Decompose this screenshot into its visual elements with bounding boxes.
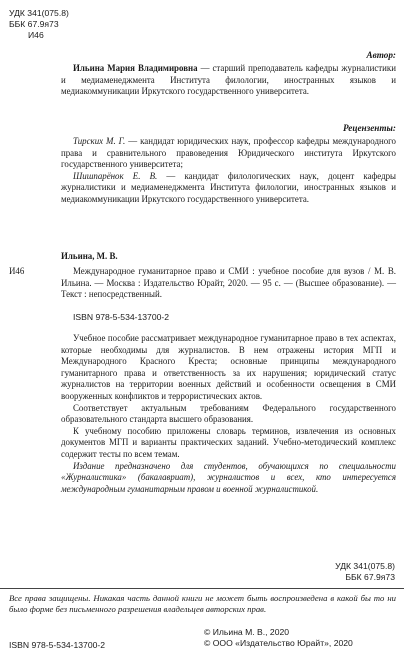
copyright-block [204, 627, 395, 649]
annotation-paragraph: К учебному пособию приложены словарь терминов, извлечения из основных документов МГП и варианты практических заданий. Учебно-методический комплекс содержит тесты по всем темам. [61, 425, 396, 459]
bbk-code: ББК 67.9я73 [9, 19, 59, 30]
entry-isbn: ISBN 978-5-534-13700-2 [73, 312, 170, 322]
copyright-author: © Ильина М. В., 2020 [204, 627, 290, 637]
reviewer-description: — кандидат юридических наук, профессор кафедры международного права и сравнительного правоведения Юридического института Иркутского государственного университета; [61, 136, 396, 170]
author-mark: И46 [28, 30, 44, 41]
footer-isbn: ISBN 978-5-534-13700-2 [9, 640, 106, 650]
reviewer-item [61, 136, 396, 171]
classification-codes [9, 8, 69, 42]
reviewer-description: — кандидат филологических наук, доцент кафедры журналистики и медиаменеджмента Института филологии, иностранных языков и медиакоммуникации Иркутского государственного университета. [61, 170, 396, 204]
entry-description [61, 266, 396, 301]
reviewers-heading: Рецензенты: [343, 123, 396, 133]
copyright-publisher: © ООО «Издательство Юрайт», 2020 [204, 638, 353, 649]
bottom-udk: УДК 341(075.8) [335, 561, 395, 571]
author-name: Ильина Мария Владимировна [73, 63, 198, 73]
reviewer-name: Тирских М. Г. [73, 136, 126, 146]
reviewer-name: Шишпарёнок Е. В. [73, 170, 158, 181]
entry-author: Ильина, М. В. [61, 251, 118, 261]
annotation [61, 333, 396, 495]
reviewers-list [61, 136, 396, 206]
reviewer-item [61, 171, 396, 206]
entry-margin-code: И46 [9, 266, 25, 276]
annotation-paragraph: Издание предназначено для студентов, обучающихся по специальности «Журналистика» (бакалавриат), журналистов и всех, кто интересуется международным гуманитарным правом и военной журналистикой. [61, 460, 396, 494]
annotation-paragraph: Учебное пособие рассматривает международное гуманитарное право в тех аспектах, которые необходимы для журналистов. В нем отражены история МГП и Международного Красного Креста; основные принципы международного гуманитарного права и ответственность за их нарушения; юридический статус журналистов на территории военных действий и особенности освещения в СМИ вооруженных конфликтов и террористических актов. [61, 333, 396, 401]
author-info [61, 63, 396, 98]
udk-code: УДК 341(075.8) [9, 8, 69, 18]
divider [0, 588, 404, 589]
author-heading: Автор: [366, 50, 396, 60]
entry-description-text: Международное гуманитарное право и СМИ : учебное пособие для вузов / М. В. Ильина. — Москва : Издательство Юрайт, 2020. — 95 с. — (Высшее образование). — Текст : непосредственный. [61, 266, 396, 300]
bottom-codes [335, 561, 395, 583]
annotation-paragraph: Соответствует актуальным требованиям Федерального государственного образовательного стандарта высшего образования. [61, 402, 396, 425]
bottom-bbk: ББК 67.9я73 [345, 572, 395, 583]
author-description: — старший преподаватель кафедры журналистики и медиаменеджмента Института филологии, иностранных языков и медиакоммуникации Иркутского государственного университета. [61, 63, 396, 97]
rights-notice: Все права защищены. Никакая часть данной книги не может быть воспроизведена в какой бы то ни было форме без письменного разрешения владельцев авторских прав. [9, 593, 396, 615]
